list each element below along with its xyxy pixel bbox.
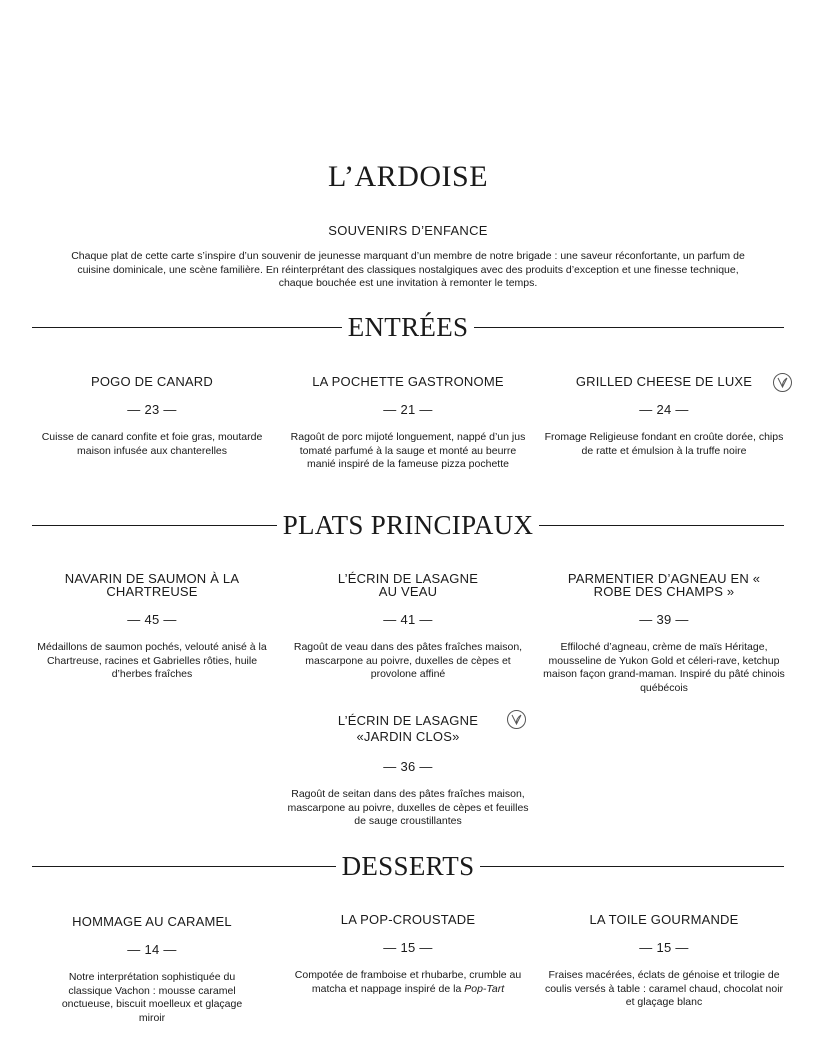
dish-item — [285, 713, 531, 829]
desc-text: Compotée de framboise et rhubarbe, crumble au matcha et nappage inspiré de la — [294, 969, 522, 995]
dish-name: HOMMAGE AU CARAMEL — [72, 914, 232, 929]
dish-item — [29, 375, 275, 458]
dish-name: PARMENTIER D’AGNEAU EN « ROBE DES CHAMPS » — [567, 571, 761, 599]
dish-price: — 14 — — [127, 942, 177, 957]
dish-description: Fromage Religieuse fondant en croûte dorée, chips de ratte et émulsion à la truffe noire — [544, 431, 784, 457]
dish-name: POGO DE CANARD — [91, 374, 213, 389]
divider-line — [32, 327, 342, 328]
dish-item — [285, 913, 531, 996]
dish-name: NAVARIN DE SAUMON À LA CHARTREUSE — [64, 571, 240, 599]
dish-description — [285, 969, 531, 996]
section-header-entrees — [32, 312, 784, 343]
dish-price: — 23 — — [127, 402, 177, 417]
dish-item — [29, 572, 275, 682]
dish-description: Ragoût de porc mijoté longuement, nappé d’un jus tomaté parfumé à la sauge et monté au beurre manié inspiré de la fameuse pizza pochette — [290, 431, 526, 470]
menu-title: L’ARDOISE — [327, 160, 489, 193]
menu-intro: Chaque plat de cette carte s’inspire d’un souvenir de jeunesse marquant d’un membre de notre brigade : une saveur réconfortante, un parfum de cuisine dominicale, une scène familière. En réinterprétant des classiques nostalgiques avec des produits d’exception et une finesse technique, chaque bouchée est une invitation à remonter le temps. — [71, 250, 745, 289]
divider-line — [32, 866, 336, 867]
dish-item — [541, 375, 787, 458]
section-title: ENTRÉES — [347, 312, 469, 342]
dish-item — [29, 915, 275, 1025]
dish-name: L’ÉCRIN DE LASAGNE «JARDIN CLOS» — [337, 713, 479, 744]
dish-item — [541, 913, 787, 1010]
dish-description: Fraises macérées, éclats de génoise et trilogie de coulis versés à table : caramel chaud, chocolat noir et glaçage blanc — [544, 969, 784, 1008]
divider-line — [480, 866, 784, 867]
dish-name: LA POCHETTE GASTRONOME — [312, 374, 504, 389]
dish-description: Notre interprétation sophistiquée du classique Vachon : mousse caramel onctueuse, biscuit moelleux et glaçage miroir — [61, 971, 243, 1024]
section-header-desserts — [32, 851, 784, 882]
dish-price: — 39 — — [639, 612, 689, 627]
dish-item — [541, 572, 787, 695]
section-title: PLATS PRINCIPAUX — [282, 510, 534, 540]
dish-price: — 15 — — [639, 940, 689, 955]
dish-name: LA TOILE GOURMANDE — [589, 912, 739, 927]
dish-description: Cuisse de canard confite et foie gras, moutarde maison infusée aux chanterelles — [41, 431, 263, 457]
dish-description: Médaillons de saumon pochés, velouté anisé à la Chartreuse, racines et Gabrielles rôties, huile d’herbes fraîches — [37, 641, 267, 680]
dish-description: Effiloché d’agneau, crème de maïs Héritage, mousseline de Yukon Gold et céleri-rave, ketchup maison façon grand-maman. Inspiré du pâté chinois québécois — [543, 641, 785, 694]
vegetarian-icon — [507, 710, 526, 729]
dish-name: LA POP-CROUSTADE — [340, 912, 476, 927]
dish-item — [285, 375, 531, 472]
dish-description: Ragoût de veau dans des pâtes fraîches maison, mascarpone au poivre, duxelles de cèpes et provolone affiné — [293, 641, 523, 680]
dish-price: — 41 — — [383, 612, 433, 627]
menu-subtitle: SOUVENIRS D’ENFANCE — [328, 223, 488, 238]
dish-price: — 24 — — [639, 402, 689, 417]
divider-line — [539, 525, 784, 526]
dish-description: Ragoût de seitan dans des pâtes fraîches maison, mascarpone au poivre, duxelles de cèpes et feuilles de sauge croustillantes — [287, 788, 529, 827]
dish-name: L’ÉCRIN DE LASAGNE AU VEAU — [337, 571, 479, 599]
section-title: DESSERTS — [341, 851, 475, 881]
dish-price: — 36 — — [383, 759, 433, 774]
dish-price: — 21 — — [383, 402, 433, 417]
section-header-plats — [32, 510, 784, 541]
dish-item — [285, 572, 531, 682]
dish-price: — 15 — — [383, 940, 433, 955]
vegetarian-icon — [773, 373, 792, 392]
desc-emphasis: Pop-Tart — [464, 982, 505, 995]
divider-line — [474, 327, 784, 328]
dish-price: — 45 — — [127, 612, 177, 627]
dish-name: GRILLED CHEESE DE LUXE — [575, 374, 753, 389]
divider-line — [32, 525, 277, 526]
